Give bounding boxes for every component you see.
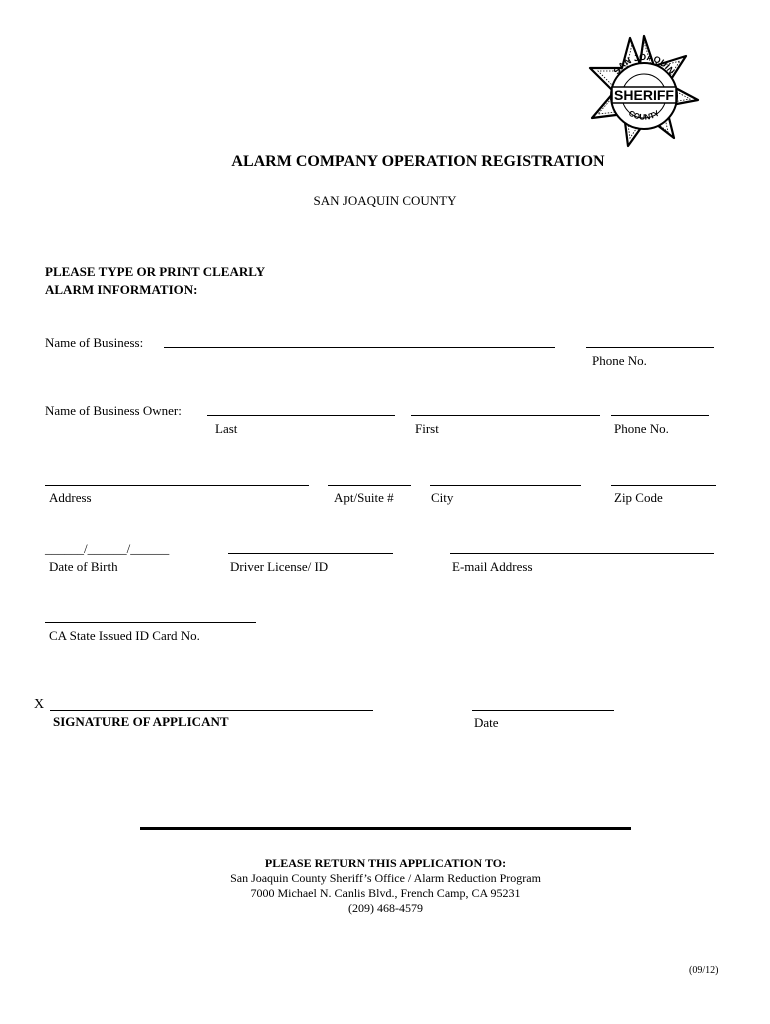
badge-center-text: SHERIFF: [614, 87, 674, 103]
return-address: 7000 Michael N. Canlis Blvd., French Camp, CA 95231: [250, 886, 521, 900]
alarm-info-heading: ALARM INFORMATION:: [45, 282, 198, 297]
owner-label: Name of Business Owner:: [45, 403, 182, 418]
ca-id-card-label: CA State Issued ID Card No.: [49, 628, 200, 643]
badge-arc-top-text: SAN JOAQUIN: [611, 51, 677, 77]
print-instruction: PLEASE TYPE OR PRINT CLEARLY: [45, 264, 266, 279]
sheriff-star-badge-icon: [588, 34, 700, 150]
address-label: Address: [49, 490, 92, 505]
zip-code-field[interactable]: [611, 485, 716, 486]
owner-last-label: Last: [215, 421, 238, 436]
footer-divider: [140, 827, 631, 830]
email-field[interactable]: [450, 553, 714, 554]
owner-phone-field[interactable]: [611, 415, 709, 416]
signature-date-field[interactable]: [472, 710, 614, 711]
city-field[interactable]: [430, 485, 581, 486]
driver-license-field[interactable]: [228, 553, 393, 554]
ca-id-card-field[interactable]: [45, 622, 256, 623]
signature-date-label: Date: [474, 715, 499, 730]
signature-label: SIGNATURE OF APPLICANT: [53, 714, 229, 729]
date-of-birth-label: Date of Birth: [49, 559, 118, 574]
owner-last-field[interactable]: [207, 415, 395, 416]
apt-suite-label: Apt/Suite #: [334, 490, 394, 505]
owner-first-label: First: [415, 421, 439, 436]
form-revision-code: (09/12): [689, 965, 719, 976]
county-subtitle: SAN JOAQUIN COUNTY: [313, 193, 457, 208]
business-name-field[interactable]: [164, 347, 555, 348]
page-title: ALARM COMPANY OPERATION REGISTRATION: [231, 153, 605, 170]
date-of-birth-field[interactable]: ______/______/______: [45, 541, 170, 556]
address-field[interactable]: [45, 485, 309, 486]
owner-first-field[interactable]: [411, 415, 600, 416]
return-office: San Joaquin County Sheriff’s Office / Alarm Reduction Program: [230, 871, 541, 885]
city-label: City: [431, 490, 454, 505]
business-name-label: Name of Business:: [45, 335, 144, 350]
return-address-block: [140, 856, 631, 916]
business-phone-field[interactable]: [586, 347, 714, 348]
return-heading: PLEASE RETURN THIS APPLICATION TO:: [264, 856, 507, 870]
signature-field[interactable]: [50, 710, 373, 711]
badge-arc-bottom-text: COUNTY: [627, 108, 661, 122]
email-label: E-mail Address: [452, 559, 533, 574]
return-phone: (209) 468-4579: [348, 901, 423, 915]
owner-phone-label: Phone No.: [614, 421, 669, 436]
apt-suite-field[interactable]: [328, 485, 411, 486]
business-phone-label: Phone No.: [592, 353, 647, 368]
driver-license-label: Driver License/ ID: [230, 559, 329, 574]
zip-code-label: Zip Code: [614, 490, 663, 505]
signature-x-mark: X: [34, 697, 45, 712]
